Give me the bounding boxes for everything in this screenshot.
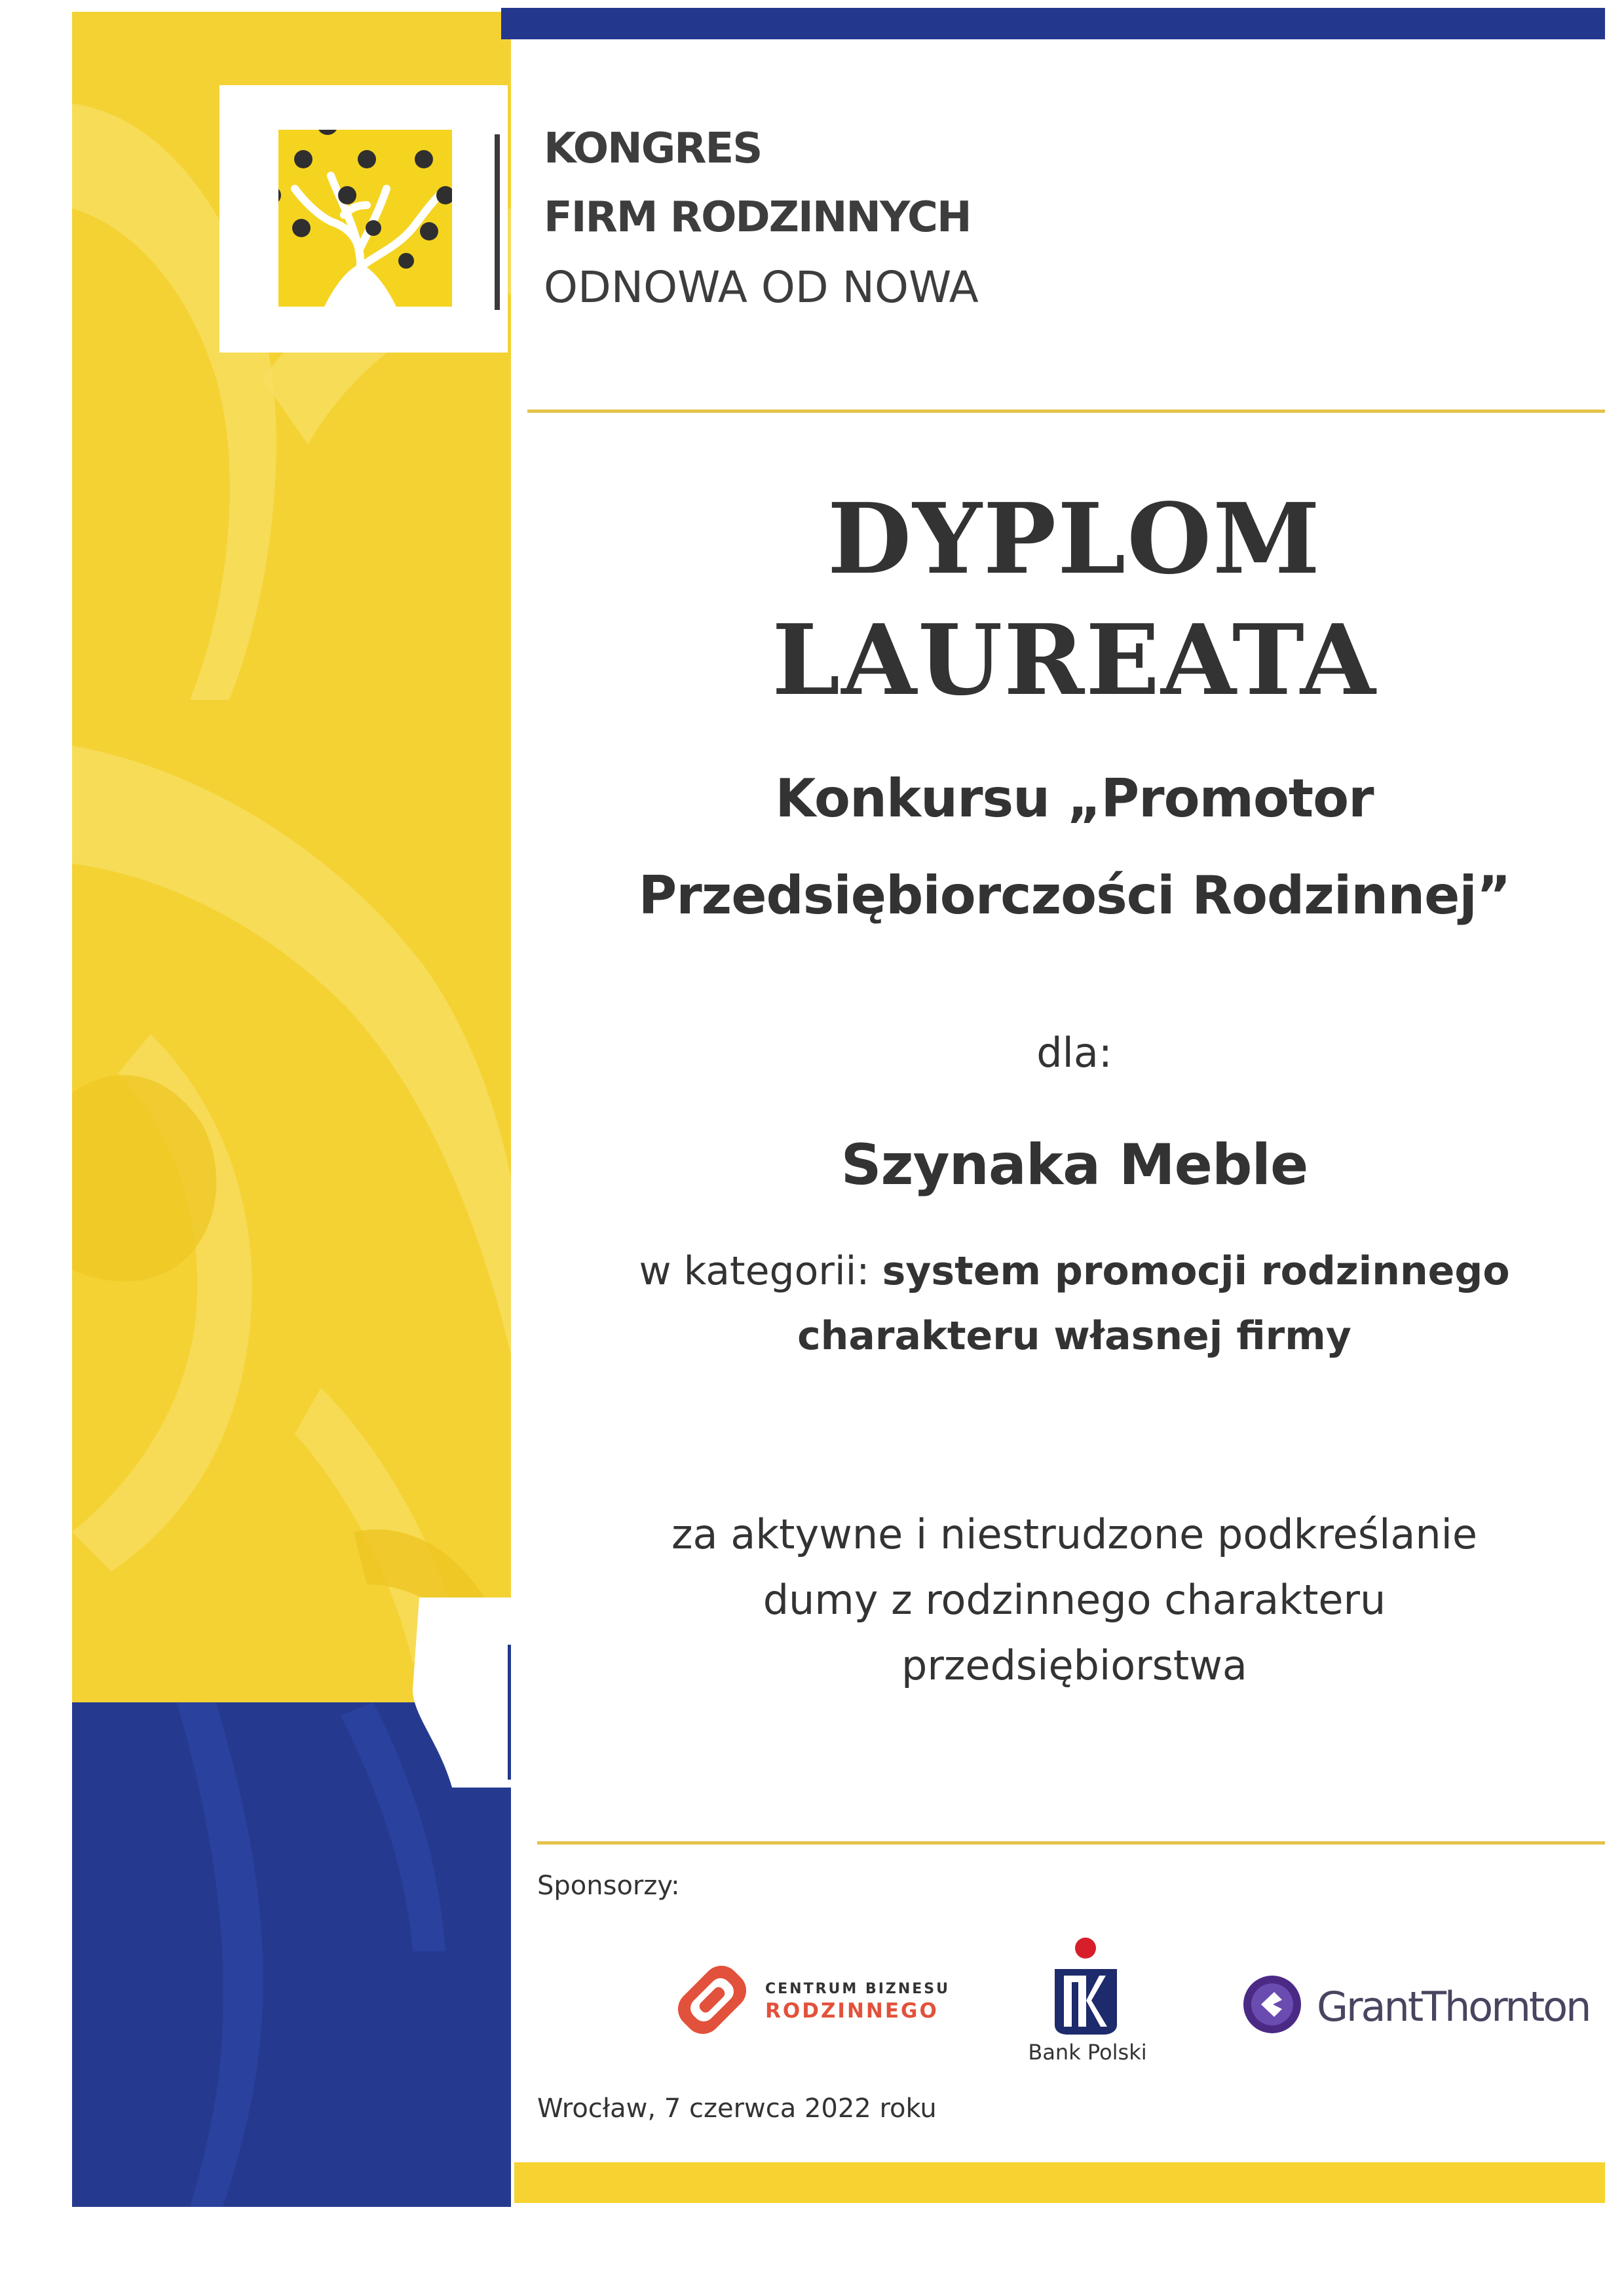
logo-title-line-2: FIRM RODZINNYCH — [544, 193, 971, 242]
diploma-title-line-1: DYPLOM — [827, 482, 1322, 596]
tree-logo-icon — [278, 130, 452, 307]
diploma-title-line-2: LAUREATA — [772, 603, 1377, 717]
logo-title-line-1: KONGRES — [544, 124, 762, 173]
reason-line-2: dumy z rodzinnego charakteru — [763, 1576, 1386, 1624]
sponsors-label: Sponsorzy: — [537, 1871, 680, 1901]
sponsor-pko-logo — [1022, 1936, 1153, 2074]
reason-line-3: przedsiębiorstwa — [901, 1641, 1247, 1689]
cbr-mark-icon — [668, 1956, 757, 2044]
top-divider-line — [527, 410, 1605, 413]
category-name-part-2: charakteru własnej firmy — [797, 1313, 1351, 1359]
top-blue-bar — [501, 8, 1605, 39]
category-prefix: w kategorii: — [639, 1248, 870, 1294]
logo-tagline: ODNOWA OD NOWA — [544, 262, 979, 313]
bottom-divider-line — [537, 1841, 1605, 1845]
reason-line-1: za aktywne i niestrudzone podkreślanie — [671, 1510, 1477, 1558]
contest-name-line-1: Konkursu „Promotor — [775, 768, 1374, 829]
bottom-yellow-bar — [514, 2162, 1605, 2203]
grant-thornton-name: GrantThornton — [1317, 1983, 1590, 2031]
contest-name-line-2: Przedsiębiorczości Rodzinnej” — [638, 865, 1511, 926]
cbr-name-line-1: CENTRUM BIZNESU — [765, 1981, 951, 1997]
recipient-label: dla: — [1036, 1029, 1112, 1077]
recipient-name: Szynaka Meble — [840, 1132, 1308, 1198]
pko-piggybank-icon — [1048, 1936, 1124, 2035]
pko-bank-name: Bank Polski — [1028, 2040, 1147, 2065]
category-line-1 — [537, 1248, 1612, 1294]
category-name-part-1: system promocji rodzinnego — [882, 1248, 1510, 1294]
logo-divider — [495, 134, 500, 310]
place-and-date: Wrocław, 7 czerwca 2022 roku — [537, 2094, 937, 2124]
cbr-name-line-2: RODZINNEGO — [765, 1999, 939, 2023]
grant-thornton-mark-icon — [1241, 1974, 1304, 2036]
